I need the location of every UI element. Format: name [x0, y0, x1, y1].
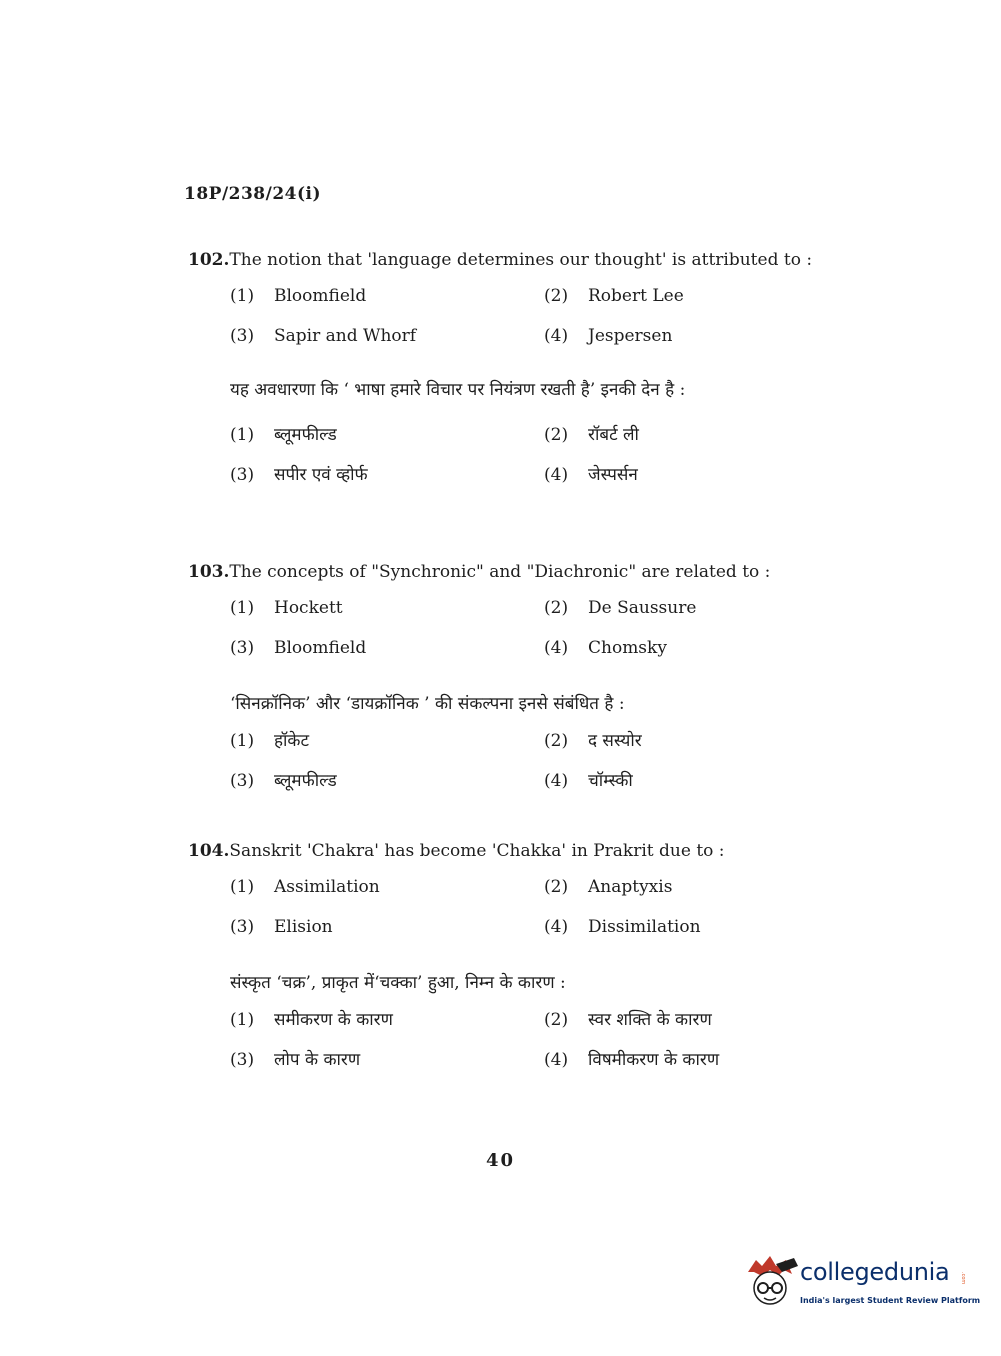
- question-prompt: The concepts of "Synchronic" and "Diachronic" are related to :: [229, 562, 771, 582]
- english-options: [230, 598, 850, 678]
- option-number: (3): [230, 771, 255, 791]
- logo-wordmark: collegedunia: [800, 1258, 950, 1286]
- option-3[interactable]: [230, 326, 416, 346]
- option-number: (1): [230, 425, 255, 445]
- option-number: (3): [230, 326, 255, 346]
- option-label: द सस्योर: [588, 731, 642, 751]
- hindi-option-2[interactable]: [544, 1007, 712, 1030]
- hindi-question-text: ‘सिनक्रॉनिक’ और ‘डायक्रॉनिक ’ की संकल्पना इनसे संबंधित है :: [230, 694, 625, 714]
- option-number: (1): [230, 877, 255, 897]
- hindi-option-1[interactable]: [230, 422, 337, 445]
- option-4[interactable]: [544, 638, 667, 658]
- option-number: (1): [230, 1010, 255, 1030]
- option-label: ब्लूमफील्ड: [274, 425, 337, 445]
- hindi-option-4[interactable]: [544, 1047, 719, 1070]
- hindi-option-4[interactable]: [544, 462, 638, 485]
- option-number: (4): [544, 465, 569, 485]
- option-number: (2): [544, 598, 569, 618]
- option-label: Anaptyxis: [588, 877, 673, 897]
- hindi-option-1[interactable]: [230, 728, 309, 751]
- option-1[interactable]: [230, 877, 380, 897]
- question-102: [188, 250, 888, 502]
- logo-tagline: India's largest Student Review Platform: [800, 1296, 981, 1305]
- question-number: 103.: [188, 562, 230, 582]
- hindi-option-3[interactable]: [230, 768, 337, 791]
- option-label: Elision: [274, 917, 333, 937]
- option-number: (2): [544, 1010, 569, 1030]
- option-label: ब्लूमफील्ड: [274, 771, 337, 791]
- option-4[interactable]: [544, 326, 672, 346]
- option-label: Bloomfield: [274, 286, 367, 306]
- option-number: (3): [230, 1050, 255, 1070]
- hindi-question-text: यह अवधारणा कि ‘ भाषा हमारे विचार पर नियंत्रण रखती है’ इनकी देन है :: [230, 380, 686, 400]
- option-number: (2): [544, 877, 569, 897]
- option-label: Dissimilation: [588, 917, 701, 937]
- question-text: [188, 562, 888, 582]
- hindi-option-2[interactable]: [544, 422, 639, 445]
- option-number: (2): [544, 286, 569, 306]
- option-number: (4): [544, 771, 569, 791]
- option-2[interactable]: [544, 598, 696, 618]
- question-text: [188, 841, 888, 861]
- option-label: स्वर शक्ति के कारण: [588, 1010, 712, 1030]
- option-1[interactable]: [230, 598, 343, 618]
- option-label: सपीर एवं व्होर्फ: [274, 465, 368, 485]
- option-label: रॉबर्ट ली: [588, 425, 639, 445]
- hindi-option-3[interactable]: [230, 462, 368, 485]
- question-number: 102.: [188, 250, 230, 270]
- hindi-options: [230, 728, 850, 808]
- hindi-question-text: संस्कृत ‘चक्र’, प्राकृत में‘चक्का’ हुआ, निम्न के कारण :: [230, 973, 566, 993]
- option-label: De Saussure: [588, 598, 697, 618]
- hindi-option-3[interactable]: [230, 1047, 360, 1070]
- page-number: 40: [485, 1150, 516, 1171]
- hindi-option-1[interactable]: [230, 1007, 393, 1030]
- option-2[interactable]: [544, 286, 684, 306]
- question-number: 104.: [188, 841, 230, 861]
- option-number: (3): [230, 638, 255, 658]
- option-number: (1): [230, 731, 255, 751]
- option-number: (3): [230, 465, 255, 485]
- option-label: Sapir and Whorf: [274, 326, 417, 346]
- option-number: (4): [544, 638, 569, 658]
- option-label: हॉकेट: [274, 731, 310, 751]
- option-3[interactable]: [230, 917, 333, 937]
- option-number: (4): [544, 1050, 569, 1070]
- option-number: (1): [230, 286, 255, 306]
- option-label: चॉम्स्की: [588, 771, 633, 791]
- option-number: (3): [230, 917, 255, 937]
- option-number: (1): [230, 598, 255, 618]
- option-label: विषमीकरण के कारण: [588, 1050, 720, 1070]
- option-label: Chomsky: [588, 638, 667, 658]
- mascot-icon: [742, 1252, 800, 1314]
- question-103: [188, 562, 888, 808]
- option-4[interactable]: [544, 917, 701, 937]
- hindi-options: [230, 1007, 850, 1087]
- option-label: Bloomfield: [274, 638, 367, 658]
- logo-suffix: .com: [960, 1272, 966, 1285]
- option-1[interactable]: [230, 286, 366, 306]
- hindi-option-4[interactable]: [544, 768, 633, 791]
- hindi-option-2[interactable]: [544, 728, 642, 751]
- collegedunia-logo[interactable]: [742, 1252, 981, 1314]
- question-prompt: The notion that 'language determines our thought' is attributed to :: [229, 250, 813, 270]
- option-label: Robert Lee: [588, 286, 684, 306]
- hindi-options: [230, 422, 850, 502]
- question-104: [188, 841, 888, 1087]
- option-label: जेस्पर्सन: [588, 465, 638, 485]
- paper-code: 18P/238/24(i): [184, 184, 322, 204]
- option-number: (2): [544, 425, 569, 445]
- option-3[interactable]: [230, 638, 366, 658]
- question-prompt: Sanskrit 'Chakra' has become 'Chakka' in Prakrit due to :: [229, 841, 725, 861]
- option-label: Assimilation: [274, 877, 380, 897]
- option-number: (4): [544, 326, 569, 346]
- option-label: Hockett: [274, 598, 343, 618]
- option-number: (4): [544, 917, 569, 937]
- english-options: [230, 286, 850, 366]
- option-number: (2): [544, 731, 569, 751]
- question-text: [188, 250, 888, 270]
- option-label: Jespersen: [588, 326, 673, 346]
- option-label: समीकरण के कारण: [274, 1010, 393, 1030]
- english-options: [230, 877, 850, 957]
- option-label: लोप के कारण: [274, 1050, 361, 1070]
- option-2[interactable]: [544, 877, 672, 897]
